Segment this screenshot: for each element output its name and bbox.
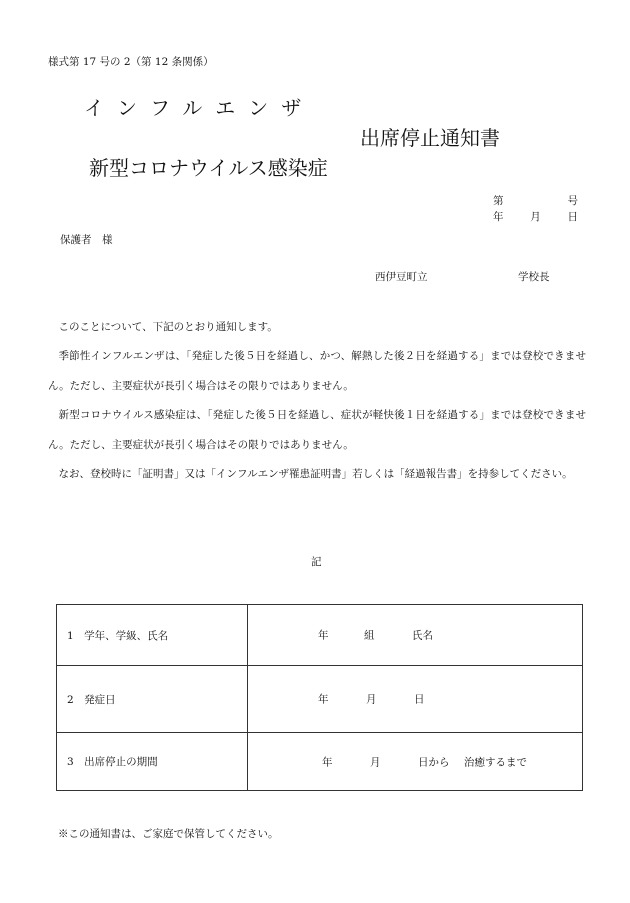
row1-kumi: 組 bbox=[364, 629, 375, 642]
form-number: 様式第 17 号の 2（第 12 条関係） bbox=[48, 56, 214, 68]
issue-day: 日 bbox=[567, 211, 578, 223]
issue-date bbox=[493, 209, 578, 224]
row3-value bbox=[248, 733, 583, 791]
row1-value bbox=[248, 605, 583, 666]
table-row bbox=[57, 733, 583, 791]
row3-made: 治癒するまで bbox=[464, 756, 527, 768]
issue-month: 月 bbox=[530, 211, 541, 223]
row1-name: 氏名 bbox=[412, 629, 433, 642]
guardian-addressee: 保護者 様 bbox=[60, 234, 113, 246]
row2-nen: 年 bbox=[318, 693, 329, 706]
storage-note: ※この通知書は、ご家庭で保管してください。 bbox=[58, 828, 279, 840]
row2-value bbox=[248, 666, 583, 733]
row2-label: 2 発症日 bbox=[57, 666, 248, 733]
table-row bbox=[57, 605, 583, 666]
issue-year: 年 bbox=[493, 211, 504, 223]
row3-nen: 年 bbox=[322, 756, 333, 768]
body-paragraph-influenza: 季節性インフルエンザは、「発症した後５日を経過し、かつ、解熱した後２日を経過する」までは登校できません。ただし、主要症状が長引く場合はその限りではありません。 bbox=[48, 350, 586, 392]
issue-dai: 第 bbox=[493, 195, 504, 207]
details-table bbox=[56, 604, 583, 791]
table-row bbox=[57, 666, 583, 733]
row1-label: 1 学年、学級、氏名 bbox=[57, 605, 248, 666]
row1-nen: 年 bbox=[318, 629, 329, 642]
row3-kara: 日から bbox=[418, 756, 450, 768]
body-paragraph-covid: 新型コロナウイルス感染症は、「発症した後５日を経過し、症状が軽快後１日を経過する」までは登校できません。ただし、主要症状が長引く場合はその限りではありません。 bbox=[48, 409, 586, 451]
issue-number bbox=[493, 193, 578, 208]
row2-tsuki: 月 bbox=[366, 693, 377, 706]
notice-body bbox=[48, 313, 586, 489]
title-covid: 新型コロナウイルス感染症 bbox=[89, 156, 328, 180]
title-influenza: インフルエンザ bbox=[84, 96, 315, 120]
title-main: 出席停止通知書 bbox=[360, 126, 500, 150]
row2-hi: 日 bbox=[414, 693, 425, 706]
row3-tsuki: 月 bbox=[370, 756, 381, 768]
row3-label: 3 出席停止の期間 bbox=[57, 733, 248, 791]
school-principal: 学校長 bbox=[518, 271, 550, 283]
issue-go: 号 bbox=[567, 195, 578, 207]
school-prefix: 西伊豆町立 bbox=[375, 271, 428, 283]
body-paragraph-intro: このことについて、下記のとおり通知します。 bbox=[58, 321, 278, 333]
body-paragraph-certificate: なお、登校時に「証明書」又は「インフルエンザ罹患証明書」若しくは「経過報告書」を持参してください。 bbox=[58, 468, 573, 481]
ki-heading: 記 bbox=[311, 556, 322, 568]
